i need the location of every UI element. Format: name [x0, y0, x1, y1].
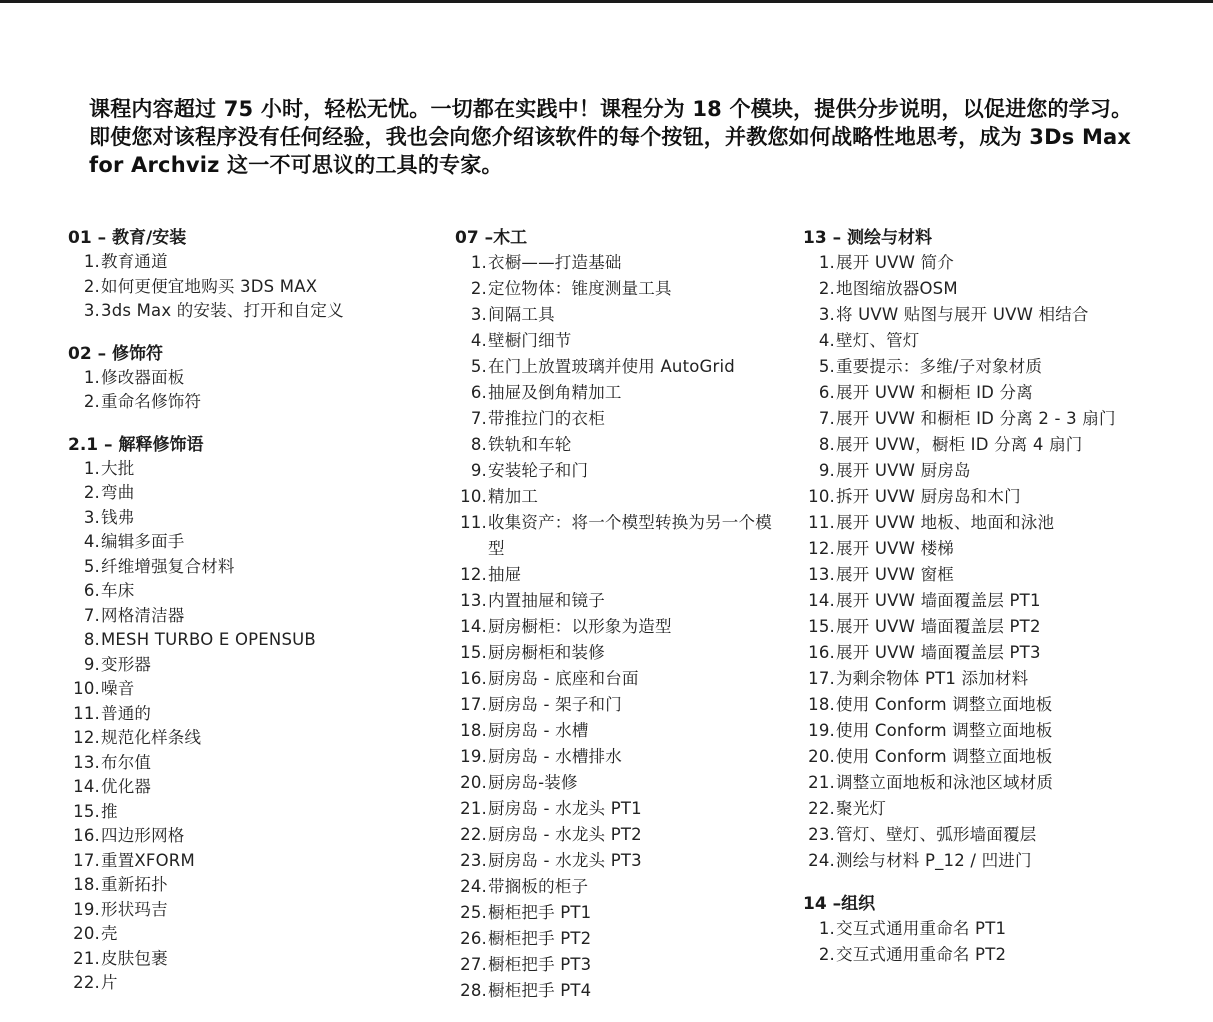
lesson-title: 展开 UVW 楼梯: [836, 539, 954, 558]
section-title: 13 – 测绘与材料: [803, 228, 932, 248]
lesson-title: 展开 UVW 窗框: [836, 565, 954, 584]
lesson-title: 四边形网格: [101, 826, 185, 845]
lesson-title: 定位物体：锥度测量工具: [488, 279, 672, 298]
lesson-title: 布尔值: [101, 752, 152, 772]
lesson-item: [455, 614, 775, 640]
lesson-number: 12.: [460, 565, 487, 584]
lesson-number: 28.: [460, 981, 487, 1000]
lesson-item: [803, 640, 1203, 666]
lesson-item: [455, 302, 775, 328]
lesson-title: 拆开 UVW 厨房岛和木门: [836, 487, 1021, 506]
lesson-list: [68, 250, 428, 324]
lesson-item: [803, 510, 1203, 536]
lesson-number: 18.: [73, 875, 100, 894]
lesson-item: [68, 800, 428, 825]
lesson-title: 带推拉门的衣柜: [488, 409, 605, 428]
lesson-number: 4.: [818, 331, 835, 350]
lesson-number: 14.: [460, 617, 487, 636]
lesson-item: [455, 848, 775, 874]
lesson-title: 壳: [101, 924, 118, 943]
lesson-title: 厨房岛 - 水龙头 PT1: [488, 799, 642, 818]
lesson-title: 橱柜把手 PT3: [488, 955, 592, 974]
lesson-list: [68, 457, 428, 996]
lesson-item: [68, 628, 428, 653]
lesson-number: 24.: [808, 851, 835, 870]
lesson-number: 19.: [808, 721, 835, 740]
lesson-title: 形状玛吉: [101, 899, 168, 919]
module-column-3: [803, 226, 1203, 986]
lesson-number: 15.: [73, 801, 100, 821]
lesson-title: 橱柜把手 PT1: [488, 903, 592, 922]
lesson-number: 8.: [470, 435, 487, 454]
lesson-title: 展开 UVW 和橱柜 ID 分离: [836, 383, 1033, 402]
lesson-title: MESH TURBO E OPENSUB: [101, 630, 316, 649]
lesson-title: 厨房岛 - 底座和台面: [488, 669, 639, 688]
lesson-title: 精加工: [488, 487, 539, 506]
lesson-title: 带搁板的柜子: [488, 877, 589, 896]
lesson-title: 抽屉及倒角精加工: [488, 383, 622, 402]
lesson-item: [68, 653, 428, 678]
lesson-item: [68, 726, 428, 751]
lesson-item: [68, 849, 428, 874]
lesson-number: 4.: [470, 331, 487, 350]
lesson-number: 4.: [83, 532, 100, 551]
lesson-number: 23.: [460, 851, 487, 870]
lesson-title: 3ds Max 的安装、打开和自定义: [101, 301, 344, 320]
lesson-number: 23.: [808, 825, 835, 844]
lesson-item: [803, 406, 1203, 432]
lesson-item: [803, 588, 1203, 614]
lesson-number: 19.: [460, 747, 487, 766]
lesson-number: 3.: [83, 507, 100, 527]
module-section: [68, 226, 428, 324]
lesson-title: 普通的: [101, 703, 152, 723]
lesson-title: 网格清洁器: [101, 605, 185, 625]
lesson-title: 纤维增强复合材料: [101, 556, 235, 576]
lesson-title: 钱弗: [101, 507, 135, 527]
lesson-title: 抽屉: [488, 565, 522, 584]
lesson-item: [68, 824, 428, 849]
module-column-2: [455, 226, 775, 1022]
lesson-title: 厨房岛 - 架子和门: [488, 695, 622, 714]
lesson-title: 管灯、壁灯、弧形墙面覆层: [836, 825, 1037, 844]
lesson-number: 5.: [470, 357, 487, 376]
lesson-title: 展开 UVW，橱柜 ID 分离 4 扇门: [836, 435, 1083, 454]
lesson-item: [803, 916, 1203, 942]
lesson-number: 6.: [818, 383, 835, 402]
lesson-item: [68, 677, 428, 702]
lesson-number: 12.: [808, 539, 835, 558]
lesson-title: 将 UVW 贴图与展开 UVW 相结合: [836, 305, 1089, 324]
lesson-item: [455, 458, 775, 484]
lesson-number: 17.: [808, 669, 835, 688]
lesson-number: 1.: [470, 253, 487, 272]
lesson-title: 厨房岛 - 水槽: [488, 721, 589, 740]
lesson-item: [68, 702, 428, 727]
module-section: [455, 226, 775, 1004]
lesson-title: 教育通道: [101, 252, 168, 271]
lesson-item: [68, 947, 428, 972]
lesson-number: 12.: [73, 728, 100, 747]
lesson-item: [803, 536, 1203, 562]
lesson-title: 展开 UVW 墙面覆盖层 PT3: [836, 643, 1041, 662]
lesson-title: 车床: [101, 581, 135, 600]
lesson-item: [803, 718, 1203, 744]
lesson-number: 16.: [73, 826, 100, 845]
lesson-number: 1.: [818, 253, 835, 272]
lesson-title: 收集资产：将一个模型转换为另一个模型: [488, 513, 772, 558]
lesson-number: 8.: [83, 630, 100, 649]
lesson-number: 18.: [460, 721, 487, 740]
lesson-item: [455, 562, 775, 588]
lesson-item: [68, 250, 428, 275]
lesson-number: 10.: [460, 487, 487, 506]
lesson-number: 5.: [83, 556, 100, 576]
lesson-number: 15.: [808, 617, 835, 636]
lesson-item: [803, 822, 1203, 848]
lesson-item: [68, 775, 428, 800]
lesson-number: 16.: [460, 669, 487, 688]
lesson-title: 展开 UVW 地板、地面和泳池: [836, 513, 1055, 532]
lesson-item: [68, 898, 428, 923]
lesson-number: 22.: [808, 799, 835, 818]
lesson-number: 11.: [73, 703, 100, 723]
lesson-item: [455, 874, 775, 900]
lesson-title: 弯曲: [101, 483, 135, 502]
lesson-list: [803, 250, 1203, 874]
lesson-number: 14.: [808, 591, 835, 610]
lesson-title: 厨房岛 - 水槽排水: [488, 747, 622, 766]
lesson-number: 11.: [808, 513, 835, 532]
lesson-number: 20.: [460, 773, 487, 792]
lesson-item: [455, 380, 775, 406]
lesson-number: 2.: [83, 276, 100, 296]
lesson-item: [68, 604, 428, 629]
lesson-title: 大批: [101, 458, 135, 478]
lesson-item: [455, 692, 775, 718]
lesson-item: [455, 484, 775, 510]
lesson-item: [455, 796, 775, 822]
section-title: 2.1 – 解释修饰语: [68, 434, 204, 455]
lesson-title: 展开 UVW 简介: [836, 253, 954, 272]
lesson-title: 使用 Conform 调整立面地板: [836, 747, 1053, 766]
lesson-item: [803, 484, 1203, 510]
lesson-number: 25.: [460, 903, 487, 922]
lesson-item: [803, 276, 1203, 302]
lesson-number: 22.: [73, 973, 100, 992]
lesson-title: 安装轮子和门: [488, 461, 589, 480]
lesson-number: 11.: [460, 513, 487, 532]
lesson-item: [803, 796, 1203, 822]
lesson-title: 展开 UVW 和橱柜 ID 分离 2 - 3 扇门: [836, 409, 1116, 428]
section-title: 07 –木工: [455, 228, 528, 248]
lesson-title: 展开 UVW 墙面覆盖层 PT2: [836, 617, 1041, 636]
module-column-1: [68, 226, 428, 1014]
lesson-item: [455, 354, 775, 380]
lesson-item: [455, 588, 775, 614]
lesson-title: 交互式通用重命名 PT1: [836, 919, 1007, 938]
lesson-item: [68, 751, 428, 776]
lesson-title: 衣橱——打造基础: [488, 253, 622, 272]
lesson-number: 2.: [83, 392, 100, 411]
lesson-title: 铁轨和车轮: [488, 435, 572, 454]
lesson-item: [455, 666, 775, 692]
intro-paragraph: 课程内容超过 75 小时，轻松无忧。一切都在实践中！课程分为 18 个模块，提供分步说明，以促进您的学习。即使您对该程序没有任何经验，我也会向您介绍该软件的每个按钮，并教您如何战略性地思考，成为 3Ds Max for Archviz 这一不可思议的工具的专家。: [89, 97, 1133, 177]
lesson-item: [803, 380, 1203, 406]
lesson-title: 间隔工具: [488, 305, 555, 324]
lesson-item: [803, 942, 1203, 968]
lesson-list: [455, 250, 775, 1004]
lesson-title: 重要提示：多维/子对象材质: [836, 357, 1043, 376]
lesson-number: 2.: [83, 483, 100, 502]
lesson-number: 14.: [73, 777, 100, 796]
lesson-number: 10.: [73, 679, 100, 698]
lesson-number: 5.: [818, 357, 835, 376]
lesson-item: [455, 276, 775, 302]
lesson-item: [803, 770, 1203, 796]
lesson-title: 厨房岛 - 水龙头 PT2: [488, 825, 642, 844]
lesson-item: [803, 744, 1203, 770]
module-section: [803, 892, 1203, 968]
lesson-item: [68, 457, 428, 482]
lesson-number: 13.: [460, 591, 487, 610]
lesson-title: 片: [101, 973, 118, 992]
lesson-number: 27.: [460, 955, 487, 974]
lesson-number: 7.: [818, 409, 835, 428]
lesson-item: [455, 718, 775, 744]
section-title: 14 –组织: [803, 894, 876, 914]
lesson-item: [803, 614, 1203, 640]
lesson-number: 15.: [460, 643, 487, 662]
lesson-title: 壁灯、管灯: [836, 331, 920, 350]
lesson-number: 16.: [808, 643, 835, 662]
lesson-item: [455, 900, 775, 926]
lesson-number: 20.: [808, 747, 835, 766]
lesson-item: [68, 366, 428, 391]
lesson-item: [803, 562, 1203, 588]
lesson-number: 3.: [818, 305, 835, 324]
lesson-number: 9.: [470, 461, 487, 480]
lesson-item: [68, 481, 428, 506]
lesson-title: 橱柜把手 PT4: [488, 981, 592, 1000]
lesson-item: [455, 744, 775, 770]
top-border: [0, 0, 1213, 3]
lesson-item: [803, 432, 1203, 458]
lesson-title: 使用 Conform 调整立面地板: [836, 721, 1053, 740]
lesson-number: 19.: [73, 899, 100, 919]
module-section: [803, 226, 1203, 874]
lesson-title: 厨房岛 - 水龙头 PT3: [488, 851, 642, 870]
lesson-title: 厨房岛-装修: [488, 773, 578, 792]
lesson-number: 2.: [818, 279, 835, 298]
lesson-number: 9.: [83, 654, 100, 674]
lesson-number: 18.: [808, 695, 835, 714]
lesson-item: [803, 458, 1203, 484]
lesson-title: 在门上放置玻璃并使用 AutoGrid: [488, 357, 735, 376]
lesson-item: [68, 873, 428, 898]
lesson-number: 6.: [470, 383, 487, 402]
lesson-item: [68, 275, 428, 300]
lesson-item: [68, 506, 428, 531]
lesson-item: [803, 666, 1203, 692]
lesson-item: [455, 432, 775, 458]
lesson-title: 为剩余物体 PT1 添加材料: [836, 669, 1029, 688]
lesson-item: [455, 328, 775, 354]
lesson-title: 优化器: [101, 777, 152, 796]
lesson-item: [455, 822, 775, 848]
lesson-number: 21.: [73, 948, 100, 968]
lesson-number: 21.: [460, 799, 487, 818]
lesson-number: 3.: [83, 301, 100, 320]
lesson-title: 地图缩放器OSM: [836, 279, 958, 298]
lesson-item: [455, 640, 775, 666]
section-title: 02 – 修饰符: [68, 343, 163, 364]
lesson-list: [68, 366, 428, 415]
lesson-item: [68, 530, 428, 555]
lesson-item: [68, 971, 428, 996]
lesson-item: [455, 510, 775, 562]
lesson-item: [68, 390, 428, 415]
lesson-title: 橱柜把手 PT2: [488, 929, 592, 948]
lesson-number: 1.: [83, 252, 100, 271]
lesson-title: 重命名修饰符: [101, 392, 202, 411]
lesson-title: 皮肤包裹: [101, 948, 168, 968]
lesson-list: [803, 916, 1203, 968]
lesson-title: 厨房橱柜和装修: [488, 643, 605, 662]
lesson-number: 13.: [808, 565, 835, 584]
lesson-item: [68, 555, 428, 580]
lesson-item: [455, 926, 775, 952]
module-section: [68, 433, 428, 996]
module-section: [68, 342, 428, 415]
lesson-item: [68, 299, 428, 324]
lesson-title: 厨房橱柜：以形象为造型: [488, 617, 672, 636]
lesson-title: 交互式通用重命名 PT2: [836, 945, 1007, 964]
lesson-number: 7.: [470, 409, 487, 428]
lesson-number: 6.: [83, 581, 100, 600]
lesson-item: [803, 848, 1203, 874]
lesson-title: 壁橱门细节: [488, 331, 572, 350]
lesson-number: 9.: [818, 461, 835, 480]
lesson-item: [803, 302, 1203, 328]
section-title: 01 – 教育/安装: [68, 228, 187, 248]
lesson-title: 规范化样条线: [101, 728, 202, 747]
lesson-number: 2.: [470, 279, 487, 298]
lesson-item: [803, 328, 1203, 354]
lesson-item: [803, 354, 1203, 380]
lesson-number: 17.: [73, 850, 100, 870]
lesson-number: 20.: [73, 924, 100, 943]
lesson-title: 修改器面板: [101, 367, 185, 387]
lesson-item: [803, 692, 1203, 718]
lesson-number: 8.: [818, 435, 835, 454]
lesson-title: 内置抽屉和镜子: [488, 591, 605, 610]
lesson-item: [455, 978, 775, 1004]
lesson-item: [455, 406, 775, 432]
lesson-number: 2.: [818, 945, 835, 964]
lesson-title: 噪音: [101, 679, 135, 698]
lesson-item: [455, 250, 775, 276]
lesson-title: 变形器: [101, 654, 152, 674]
lesson-title: 展开 UVW 墙面覆盖层 PT1: [836, 591, 1041, 610]
lesson-title: 编辑多面手: [101, 532, 185, 551]
lesson-number: 22.: [460, 825, 487, 844]
lesson-number: 1.: [83, 367, 100, 387]
lesson-number: 26.: [460, 929, 487, 948]
lesson-item: [68, 922, 428, 947]
lesson-item: [803, 250, 1203, 276]
lesson-number: 21.: [808, 773, 835, 792]
lesson-title: 如何更便宜地购买 3DS MAX: [101, 276, 318, 296]
lesson-title: 重置XFORM: [101, 850, 195, 870]
lesson-number: 3.: [470, 305, 487, 324]
lesson-title: 推: [101, 801, 118, 821]
lesson-title: 调整立面地板和泳池区域材质: [836, 773, 1054, 792]
lesson-title: 使用 Conform 调整立面地板: [836, 695, 1053, 714]
lesson-number: 17.: [460, 695, 487, 714]
lesson-title: 展开 UVW 厨房岛: [836, 461, 971, 480]
lesson-title: 测绘与材料 P_12 / 凹进门: [836, 851, 1032, 870]
lesson-number: 7.: [83, 605, 100, 625]
lesson-item: [455, 952, 775, 978]
lesson-title: 重新拓扑: [101, 875, 168, 894]
lesson-item: [68, 579, 428, 604]
lesson-number: 13.: [73, 752, 100, 772]
lesson-number: 1.: [818, 919, 835, 938]
lesson-item: [455, 770, 775, 796]
lesson-number: 1.: [83, 458, 100, 478]
lesson-number: 10.: [808, 487, 835, 506]
lesson-number: 24.: [460, 877, 487, 896]
lesson-title: 聚光灯: [836, 799, 887, 818]
